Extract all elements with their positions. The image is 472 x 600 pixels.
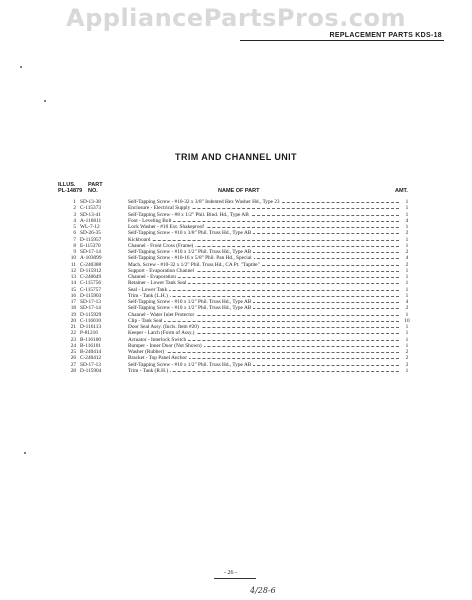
part-amount: 2: [405, 361, 409, 368]
illus-number: 3: [73, 211, 76, 218]
part-name: Keeper - Latch (Form of Assy.): [128, 330, 195, 337]
illus-number: 24: [70, 342, 76, 349]
part-amount: 2: [405, 355, 409, 362]
part-amount: 2: [405, 261, 409, 268]
part-amount: 10: [404, 317, 410, 324]
part-amount: 1: [405, 311, 409, 318]
part-name: Self-Tapping Screw - #10 x 1/2" Phil. Truss Hd., Type AB: [128, 361, 252, 368]
part-amount: 1: [405, 367, 409, 374]
part-number: E-115370: [80, 242, 101, 249]
table-row: [58, 368, 413, 374]
part-number: C-115757: [80, 286, 101, 293]
part-number: C-240412: [80, 355, 102, 362]
part-amount: 1: [405, 286, 409, 293]
part-name: Self-Tapping Screw - #10-16 x 5/8" Phil. Pan Hd., Special: [128, 255, 252, 262]
part-amount: 1: [405, 292, 409, 299]
dotted-leader: [128, 321, 399, 322]
part-amount: 2: [405, 305, 409, 312]
part-number: SD-13-38: [80, 199, 101, 205]
illus-number: 19: [70, 311, 76, 318]
part-name: Self-Tapping Screw - #10 x 1/2" Phil. Truss Hd., Type AB: [128, 249, 252, 255]
col-illus-line1: ILLUS.: [58, 182, 76, 188]
part-name: Retainer - Lower Tank Seal: [128, 280, 187, 287]
illus-number: 26: [70, 355, 76, 362]
dotted-leader: [128, 352, 399, 353]
part-amount: 2: [405, 249, 409, 255]
part-name: Self-Tapping Screw - #8 x 1/2" Phil. Bind. Hd., Type AB: [128, 211, 249, 218]
illus-number: 10: [70, 255, 76, 262]
part-number: D-115912: [80, 267, 102, 274]
illus-number: 9: [73, 249, 76, 255]
col-part-line2: NO.: [88, 188, 98, 194]
part-name: Clip - Tank Seal: [128, 317, 163, 324]
page-number: - 26 -: [224, 570, 237, 576]
illus-number: 8: [73, 242, 76, 249]
illus-number: 15: [70, 286, 76, 293]
part-amount: 1: [405, 211, 409, 218]
illus-number: 6: [73, 230, 76, 237]
part-number: A-116811: [80, 217, 102, 224]
part-number: A-103099: [80, 255, 102, 262]
part-amount: 1: [405, 330, 409, 337]
part-amount: 4: [405, 217, 409, 224]
dotted-leader: [128, 240, 399, 241]
part-amount: 1: [405, 336, 409, 343]
part-number: C-240388: [80, 261, 102, 268]
col-part-line1: PART: [88, 182, 103, 188]
part-name: Self-Tapping Screw - #10 x 3/8" Phil. Truss Hd., Type AB: [128, 230, 252, 237]
page-number-rule: [214, 578, 256, 579]
illus-number: 13: [70, 274, 76, 280]
part-number: C-240649: [80, 274, 102, 280]
illus-number: 20: [70, 317, 76, 324]
part-name: Actuator - Interlock Switch: [128, 336, 187, 343]
col-amt-header: AMT.: [395, 188, 408, 194]
illus-number: 14: [70, 280, 76, 287]
part-name-cell: [128, 368, 401, 374]
illus-number: 28: [70, 367, 76, 374]
part-amount: 1: [405, 280, 409, 287]
part-number: C-115756: [80, 280, 101, 287]
part-amount: 2: [405, 349, 409, 355]
parts-list: [58, 199, 413, 374]
part-number: SD-17-13: [80, 299, 101, 305]
part-amount: 4: [405, 299, 409, 305]
part-amount: 4: [405, 255, 409, 262]
illus-number: 12: [70, 267, 76, 274]
col-part-header: [88, 182, 103, 194]
part-name: Lock Washer - #10 Ext. Shakeproof: [128, 224, 204, 230]
illus-number: 22: [70, 330, 76, 337]
part-amount: 2: [405, 230, 409, 237]
part-number: SD-17-14: [80, 249, 101, 255]
part-name: Bumper - Inner Door (Not Shown): [128, 342, 202, 349]
part-number: SD-17-13: [80, 361, 101, 368]
part-amount: 1: [405, 274, 409, 280]
header-rule: [240, 40, 444, 41]
part-number: WL-7-12: [80, 224, 100, 230]
part-name: Channel - Front Cross (Frame): [128, 242, 194, 249]
part-name: Trim - Tank (R.H.): [128, 367, 169, 374]
part-amount: 1: [405, 199, 409, 205]
part-number: C-116010: [80, 317, 101, 324]
part-name: Self-Tapping Screw - #10 x 1/2" Phil. Truss Hd., Type AB: [128, 305, 252, 312]
part-name: Washer (Rubber): [128, 349, 165, 355]
part-name: Foot - Leveling Bolt: [128, 217, 172, 224]
illus-number: 21: [70, 324, 76, 330]
illus-number: 27: [70, 361, 76, 368]
col-name-header: NAME OF PART: [218, 188, 260, 194]
scan-speck: [24, 452, 26, 454]
part-amount: 1: [405, 242, 409, 249]
part-amount: 1: [405, 236, 409, 243]
part-name: Trim - Tank (L.H.): [128, 292, 168, 299]
part-name: Channel - Water Inlet Protector: [128, 311, 195, 318]
header-title: REPLACEMENT PARTS KDS-18: [329, 32, 442, 39]
watermark-text: AppliancePartsPros.com: [66, 4, 406, 32]
part-number: D-115957: [80, 236, 102, 243]
illus-number: 17: [70, 299, 76, 305]
illus-number: 2: [73, 205, 76, 212]
illus-number: 18: [70, 305, 76, 312]
part-number: P-81216: [80, 330, 98, 337]
scan-speck: [44, 100, 46, 102]
part-number: SD-13-41: [80, 211, 101, 218]
illus-number: 7: [73, 236, 76, 243]
part-amount: 1: [405, 267, 409, 274]
illus-number: 11: [70, 261, 76, 268]
illus-number: 4: [73, 217, 76, 224]
part-name: Support - Evaporation Channel: [128, 267, 195, 274]
part-amount: 1: [405, 224, 409, 230]
part-name: Channel - Evaporation: [128, 274, 176, 280]
part-number: B-240414: [80, 349, 102, 355]
part-number: D-115903: [80, 292, 102, 299]
part-number: D-115929: [80, 311, 102, 318]
part-number: SD-26-35: [80, 230, 101, 237]
part-amount: 1: [405, 342, 409, 349]
part-number: D-115904: [80, 367, 102, 374]
part-number: D-116113: [80, 324, 102, 330]
part-name: Enclosure - Electrical Supply: [128, 205, 191, 212]
part-name: Self-Tapping Screw - #10-32 x 3/8" Indented Hex Washer Hd., Type 23: [128, 199, 280, 205]
scan-speck: [20, 66, 22, 68]
part-number: B-116100: [80, 336, 101, 343]
part-amount: 1: [405, 205, 409, 212]
illus-number: 5: [73, 224, 76, 230]
part-name: Seal - Lower Tank: [128, 286, 168, 293]
part-name: Kickboard: [128, 236, 151, 243]
illus-number: 1: [73, 199, 76, 205]
part-name: Self-Tapping Screw - #10 x 1/2" Phil. Truss Hd., Type AB: [128, 299, 252, 305]
col-illus-line2: PL-14879: [58, 188, 83, 194]
illus-number: 23: [70, 336, 76, 343]
part-number: B-116101: [80, 342, 101, 349]
col-illus-header: [58, 182, 82, 194]
illus-number: 25: [70, 349, 76, 355]
part-name: Door Seal Assy. (Incls. Item #20): [128, 324, 199, 330]
part-name: Mach. Screw - #10-32 x 1/2" Phil. Truss Hd., CA Pt. "Taptite": [128, 261, 260, 268]
illus-number: 16: [70, 292, 76, 299]
page-title: TRIM AND CHANNEL UNIT: [175, 152, 297, 162]
handwritten-note: 4/28-6: [250, 586, 276, 595]
part-number: SD-17-14: [80, 305, 101, 312]
part-name: Bracket - Top Panel Anchor: [128, 355, 187, 362]
part-number: C-115373: [80, 205, 101, 212]
part-amount: 1: [405, 324, 409, 330]
